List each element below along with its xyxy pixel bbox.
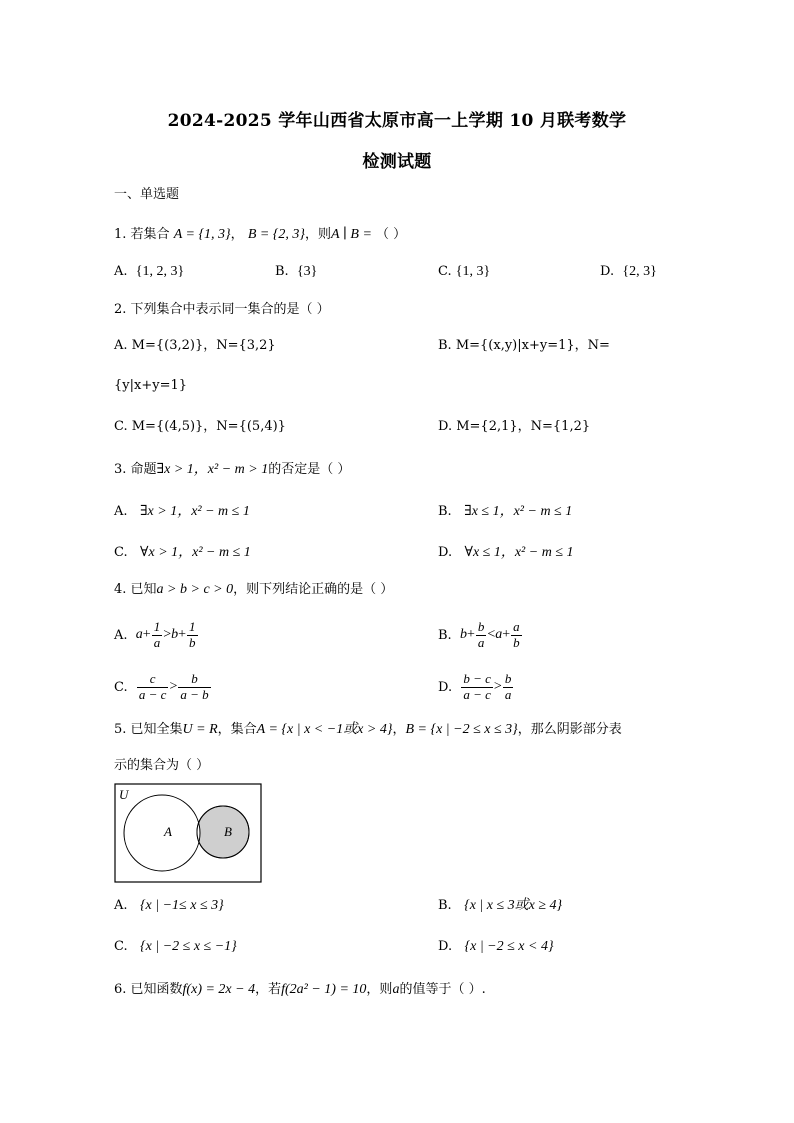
q5-option-c [114, 940, 237, 954]
fraction [503, 672, 514, 703]
option-value: {1, 2, 3} [135, 264, 185, 279]
option-label: C. [114, 545, 128, 560]
page-title: 2024-2025 学年山西省太原市高一上学期 10 月联考数学 [167, 111, 627, 131]
option-label: C. [114, 939, 128, 954]
option-label: D. [438, 545, 453, 560]
q6-text-post: 的值等于（ ）. [399, 982, 486, 997]
option-label: B. [275, 264, 289, 279]
var-b: b [459, 627, 467, 642]
denominator: a − c [138, 686, 167, 702]
fraction [178, 672, 210, 703]
denominator: a [504, 686, 512, 702]
q6-function: f(x) = 2x − 4 [182, 982, 256, 997]
q5-option-a [114, 899, 224, 913]
option-value: ∀x ≤ 1，x² − m ≤ 1 [464, 545, 574, 560]
venn-label-b: B [224, 824, 232, 839]
numerator: b [178, 672, 210, 688]
var-b: b [171, 627, 179, 642]
q5-option-d [438, 940, 554, 954]
q4-option-c [114, 667, 212, 707]
numerator: b [504, 670, 512, 686]
q5-universe: U = R [182, 722, 218, 737]
q3-option-c [114, 546, 251, 560]
q5-set-b: B = {x | −2 ≤ x ≤ 3} [405, 722, 518, 737]
option-value: ∃x ≤ 1，x² − m ≤ 1 [464, 504, 573, 519]
q2-option-d: D. M={2,1}，N={1,2} [438, 419, 591, 434]
q6-condition: f(2a² − 1) = 10 [281, 982, 367, 997]
q5-option-b [438, 899, 562, 913]
q6-text-then: ，则 [366, 982, 393, 997]
gt-sign: > [163, 627, 172, 642]
q4-option-a [114, 615, 199, 655]
option-value: {x | −1≤ x ≤ 3} [139, 898, 224, 913]
q3-option-b [438, 505, 572, 519]
var-a: a [135, 627, 143, 642]
option-label: D. [438, 939, 453, 954]
option-label: D. [600, 264, 615, 279]
q3-option-a [114, 505, 250, 519]
fraction [511, 620, 522, 651]
plus-sign: + [178, 627, 187, 642]
lt-sign: < [487, 627, 496, 642]
question-4-stem [114, 583, 393, 597]
venn-label-u: U [119, 787, 129, 802]
option-value: {x | x ≤ 3或x ≥ 4} [464, 898, 563, 913]
option-label: A. [114, 627, 128, 643]
q1-expr: A ∣ B = [331, 227, 372, 242]
q4-text-post: ，则下列结论正确的是（ ） [233, 582, 394, 597]
numerator: a [513, 618, 520, 634]
option-label: B. [438, 898, 452, 913]
fraction [137, 672, 169, 703]
denominator: a − c [463, 686, 491, 702]
q4-option-b [438, 615, 523, 655]
numerator: c [137, 672, 169, 688]
numerator: b [477, 618, 485, 634]
plus-sign: + [466, 627, 475, 642]
denominator: a − b [180, 686, 209, 702]
q1-text: 若集合 [130, 227, 170, 242]
numerator: 1 [153, 618, 161, 634]
q3-option-d [438, 546, 574, 560]
option-value: ∃x > 1，x² − m ≤ 1 [139, 504, 250, 519]
page-subtitle: 检测试题 [362, 152, 432, 172]
q6-variable: a [392, 982, 400, 997]
q3-text-post: 的否定是（ ） [268, 462, 351, 477]
option-label: C. [114, 679, 128, 695]
denominator: b [189, 634, 196, 650]
option-label: A. [114, 504, 128, 519]
option-value: {2, 3} [622, 264, 657, 279]
q1-number: 1. [114, 227, 127, 242]
fraction [476, 620, 487, 651]
gt-sign: > [493, 679, 502, 694]
q5-text-mid: ，集合 [217, 722, 257, 737]
var-a: a [495, 627, 503, 642]
q3-text: 3. 命题 [114, 462, 157, 477]
q1-option-c [438, 265, 490, 279]
q1-option-a [114, 265, 184, 279]
question-1-stem [114, 228, 406, 242]
option-label: A. [114, 898, 128, 913]
q1-option-b [275, 265, 317, 279]
section-heading: 一、单选题 [114, 187, 180, 202]
question-5-stem-continued: 示的集合为（ ） [114, 758, 210, 773]
numerator: b − c [463, 670, 491, 686]
fraction [187, 620, 198, 651]
option-value: {1, 3} [455, 264, 491, 279]
q2-option-a: A. M={(3,2)}，N={3,2} [114, 338, 276, 353]
option-label: B. [438, 627, 452, 643]
q1-set-b: B = {2, 3} [247, 227, 306, 242]
q4-math: a > b > c > 0 [156, 582, 234, 597]
option-label: C. [438, 264, 452, 279]
question-2-stem: 2. 下列集合中表示同一集合的是（ ） [114, 302, 330, 317]
q1-paren: （ ） [376, 227, 407, 242]
q6-text: 6. 已知函数 [114, 982, 183, 997]
question-3-stem [114, 463, 350, 477]
q1-set-a: A = {1, 3} [173, 227, 231, 242]
option-label: A. [114, 264, 128, 279]
denominator: a [477, 634, 485, 650]
q2-option-b-continued: {y|x+y=1} [114, 378, 187, 393]
option-value: ∀x > 1，x² − m ≤ 1 [140, 545, 251, 560]
question-6-stem [114, 983, 486, 997]
option-label: B. [438, 504, 452, 519]
denominator: b [513, 634, 520, 650]
q1-then: ，则 [305, 227, 332, 242]
fraction [461, 672, 493, 703]
q5-set-a: A = {x | x < −1或x > 4} [256, 722, 393, 737]
fraction [152, 620, 163, 651]
q3-math: ∃x > 1，x² − m > 1 [156, 462, 269, 477]
q1-option-d [600, 265, 657, 279]
set-a-circle [124, 795, 200, 871]
q2-option-c: C. M={(4,5)}，N={(5,4)} [114, 419, 286, 434]
plus-sign: + [502, 627, 511, 642]
q5-text-post: ，那么阴影部分表 [517, 722, 622, 737]
q5-text: 5. 已知全集 [114, 722, 183, 737]
numerator: 1 [189, 618, 196, 634]
q6-text-mid: ，若 [255, 982, 282, 997]
question-5-stem [114, 723, 622, 737]
venn-label-a: A [164, 824, 172, 839]
q5-comma: ， [392, 722, 406, 737]
option-value: {x | −2 ≤ x ≤ −1} [140, 939, 237, 954]
q2-option-b: B. M={(x,y)|x+y=1}，N= [438, 338, 610, 353]
denominator: a [153, 634, 161, 650]
option-value: {x | −2 ≤ x < 4} [464, 939, 554, 954]
q4-text: 4. 已知 [114, 582, 157, 597]
option-value: {3} [296, 264, 318, 279]
q4-option-d [438, 667, 514, 707]
option-label: D. [438, 679, 453, 695]
venn-diagram [114, 783, 262, 883]
gt-sign: > [169, 679, 178, 694]
plus-sign: + [142, 627, 151, 642]
q1-comma: ， [230, 227, 244, 242]
